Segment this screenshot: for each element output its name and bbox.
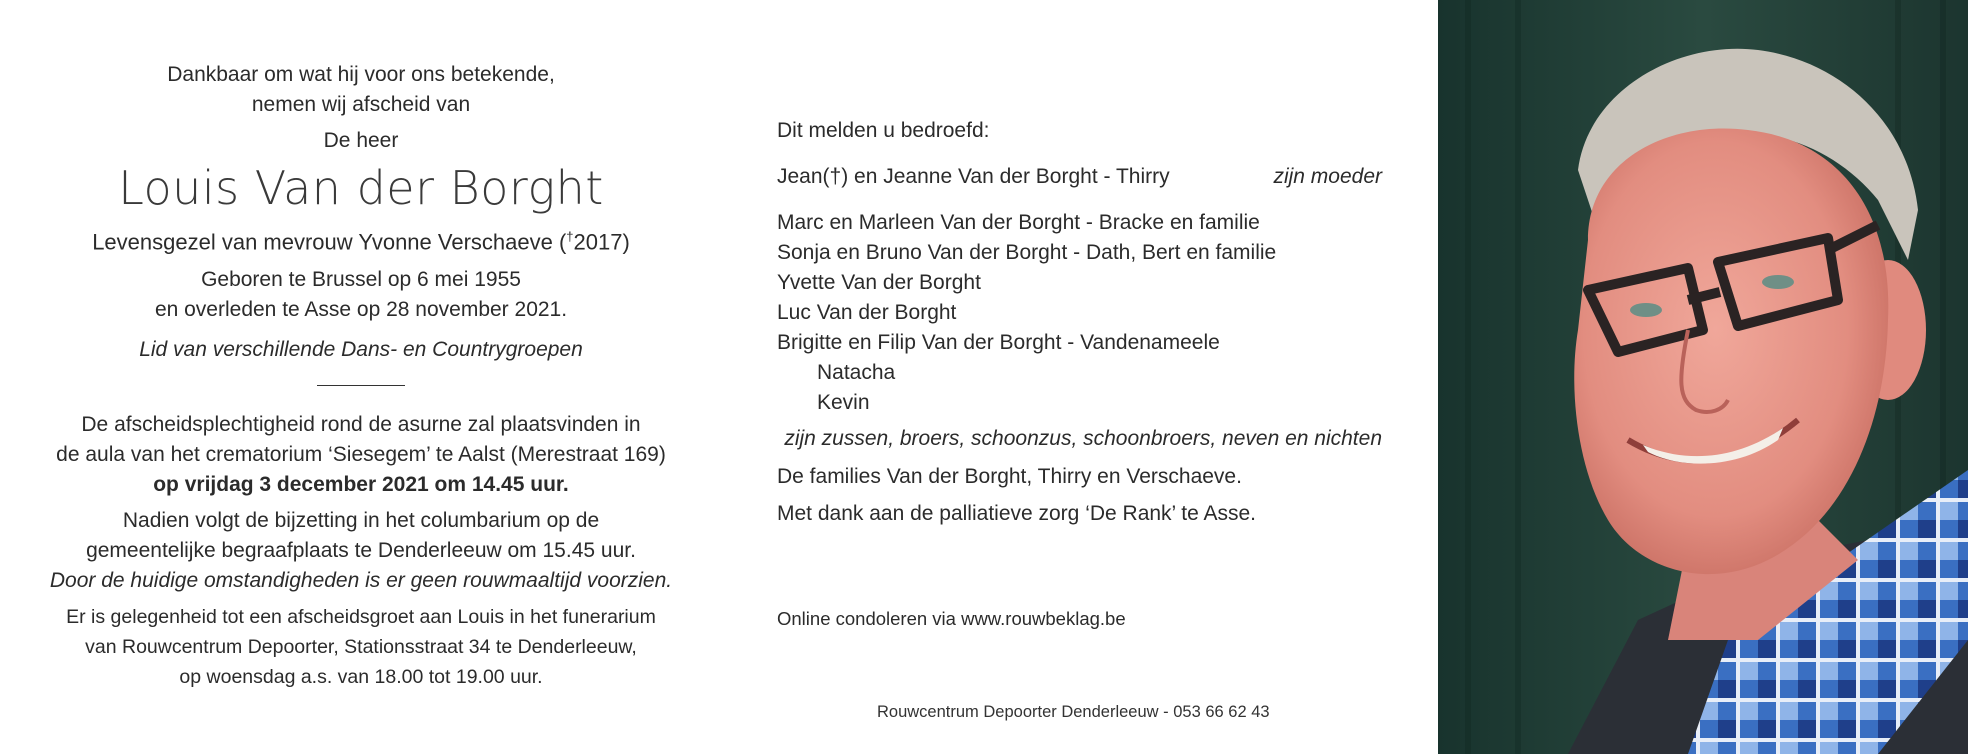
announcement-left-column (20, 60, 702, 692)
partner-prefix: Levensgezel van mevrouw Yvonne Verschaeve ( (92, 229, 567, 255)
child-item: Kevin (817, 391, 870, 414)
siblings-role: zijn zussen, broers, schoonzus, schoonbroers, neven en nichten (784, 427, 1382, 450)
divider (317, 385, 405, 386)
family-heading: Dit melden u bedroefd: (777, 119, 990, 142)
family-list-column (777, 116, 1382, 529)
no-meal-notice: Door de huidige omstandigheden is er geen rouwmaaltijd voorzien. (49, 569, 673, 593)
thanks-line: Met dank aan de palliatieve zorg ‘De Rank’ te Asse. (777, 502, 1256, 525)
families-line: De families Van der Borght, Thirry en Verschaeve. (777, 465, 1242, 488)
sibling-item: Brigitte en Filip Van der Borght - Vandenameele (777, 331, 1220, 354)
salutation: De heer (323, 129, 399, 152)
parents-row (777, 162, 1382, 192)
intro-line-2: nemen wij afscheid van (251, 93, 471, 116)
parents-names: Jean(†) en Jeanne Van der Borght - Thirry (777, 165, 1170, 188)
ceremony-line-1: De afscheidsplechtigheid rond de asurne zal plaatsvinden in (81, 413, 641, 437)
membership-line: Lid van verschillende Dans- en Countrygroepen (139, 338, 583, 362)
death-line: en overleden te Asse op 28 november 2021. (154, 298, 568, 322)
birth-line: Geboren te Brussel op 6 mei 1955 (201, 268, 521, 292)
online-condolence: Online condoleren via www.rouwbeklag.be (777, 608, 1126, 629)
visit-line-2: van Rouwcentrum Depoorter, Stationsstraat 34 te Denderleeuw, (85, 636, 637, 659)
visit-line-1: Er is gelegenheid tot een afscheidsgroet aan Louis in het funerarium (66, 606, 656, 629)
partner-line (20, 222, 702, 257)
siblings-list (777, 208, 1382, 454)
burial-line-1: Nadien volgt de bijzetting in het columbarium op de (122, 509, 600, 533)
sibling-item: Marc en Marleen Van der Borght - Bracke en familie (777, 211, 1260, 234)
portrait-illustration (1438, 0, 1968, 754)
portrait-photo (1438, 0, 1968, 754)
sibling-item: Sonja en Bruno Van der Borght - Dath, Bert en familie (777, 241, 1277, 264)
child-item: Natacha (817, 361, 896, 384)
deceased-name: Louis Van der Borght (118, 161, 604, 215)
burial-line-2: gemeentelijke begraafplaats te Denderleeuw om 15.45 uur. (86, 539, 636, 563)
sibling-item: Yvette Van der Borght (777, 271, 981, 294)
ceremony-date: op vrijdag 3 december 2021 om 14.45 uur. (153, 473, 569, 497)
intro-line-1: Dankbaar om wat hij voor ons betekende, (167, 63, 555, 86)
parents-role: zijn moeder (1273, 165, 1382, 188)
sibling-item: Luc Van der Borght (777, 301, 957, 324)
partner-year: 2017) (573, 229, 630, 255)
visit-line-3: op woensdag a.s. van 18.00 tot 19.00 uur. (179, 666, 543, 689)
ceremony-line-2: de aula van het crematorium ‘Siesegem’ te Aalst (Merestraat 169) (56, 443, 666, 467)
funeral-home-footer: Rouwcentrum Depoorter Denderleeuw - 053 66 62 43 (877, 703, 1270, 721)
cross-symbol: † (566, 229, 574, 244)
